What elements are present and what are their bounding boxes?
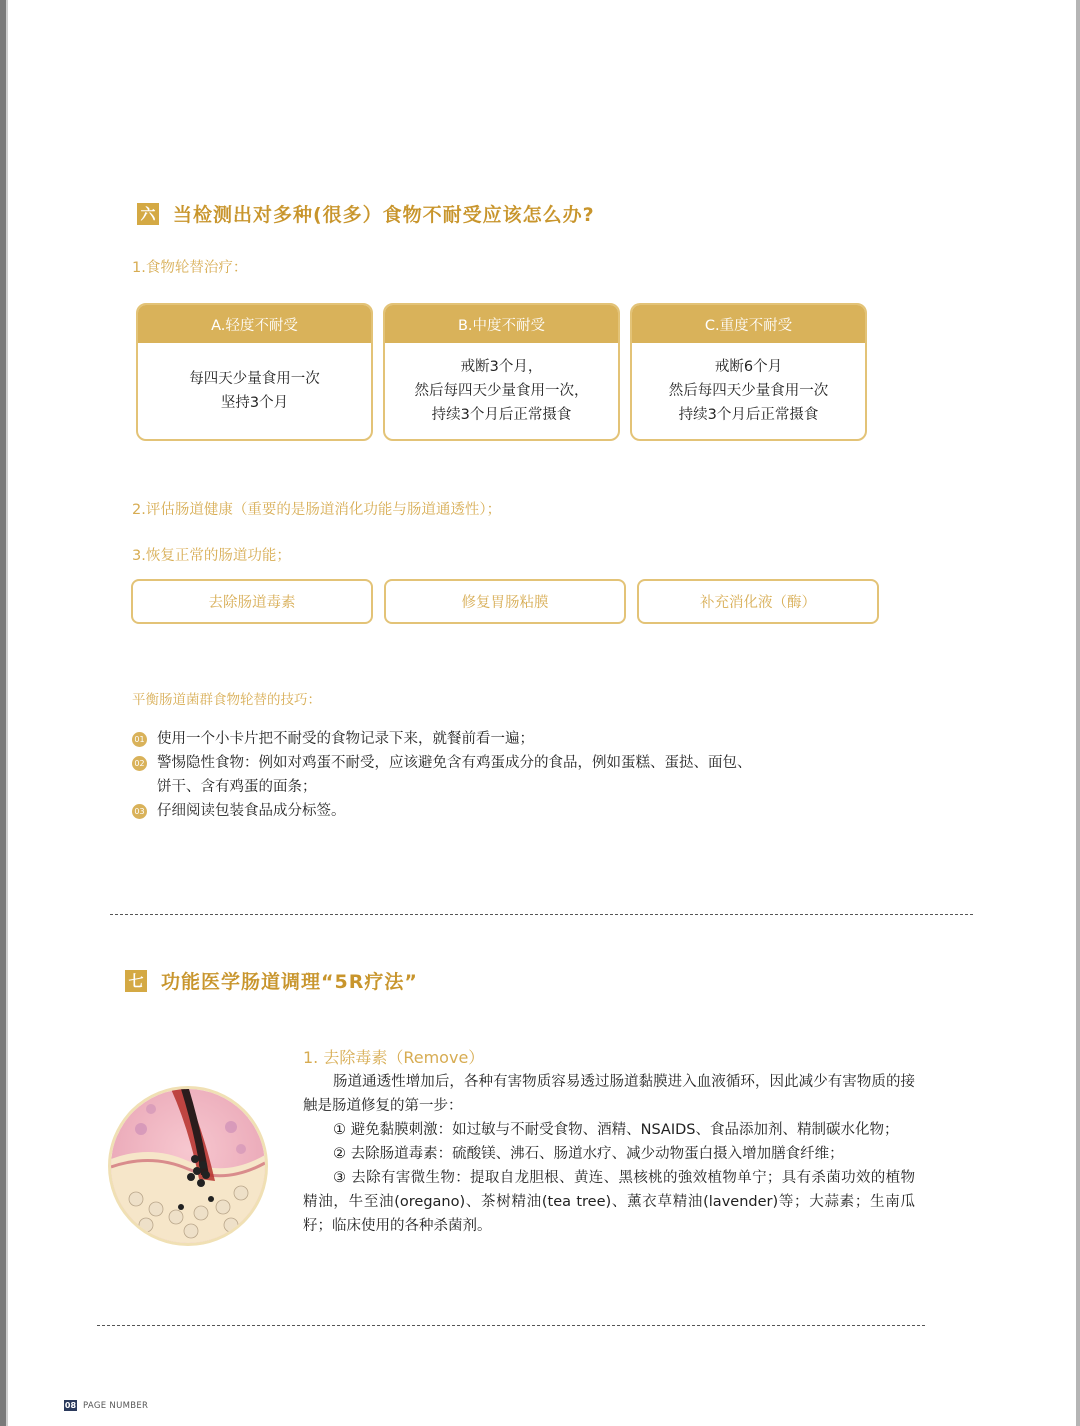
section-7-title: 功能医学肠道调理“5R疗法” [161,971,418,993]
tips-list [132,727,832,823]
step-1-label: 1.食物轮替治疗： [132,260,248,276]
gut-function-pills [131,579,879,624]
section-6-header [137,200,595,227]
card-severe-body [632,343,865,439]
section-7-header [125,967,418,994]
step-2-label: 2.评估肠道健康（重要的是肠道消化功能与肠道通透性）； [132,502,502,518]
section-7-number: 七 [125,970,147,992]
tip-text: 使用一个小卡片把不耐受的食物记录下来，就餐前看一遍； [157,731,534,747]
card-moderate-body [385,343,618,439]
card-line: 戒断6个月 [714,359,783,375]
card-mild [136,303,373,441]
tip-item [132,799,832,823]
pill-digestive-enzymes: 补充消化液（酶） [637,579,879,624]
remove-paragraph: ② 去除肠道毒素：硫酸镁、沸石、肠道水疗、减少动物蛋白摄入增加膳食纤维； [333,1146,844,1162]
tip-number-badge: 03 [132,804,147,819]
tip-item [132,751,832,799]
card-mild-body [138,343,371,439]
tip-item [132,727,832,751]
card-line: 然后每四天少量食用一次 [668,383,829,399]
bottom-divider [97,1325,925,1326]
tip-text: 警惕隐性食物：例如对鸡蛋不耐受，应该避免含有鸡蛋成分的食品，例如蛋糕、蛋挞、面包、 [157,755,752,771]
pill-remove-toxins: 去除肠道毒素 [131,579,373,624]
gut-lining-illustration-svg [111,1089,265,1243]
card-moderate-title: B.中度不耐受 [385,305,618,343]
remove-paragraph: ③ 去除有害微生物：提取自龙胆根、黄连、黑核桃的強效植物单宁；具有杀菌功效的植物精油，牛至油(oregano)、茶树精油(tea tree)、薰衣草精油(lavender)等；大蒜素；生南瓜籽；临床使用的各种杀菌剂。 [303,1170,915,1234]
card-line: 持续3个月后正常摄食 [431,407,572,423]
step-3-label: 3.恢复正常的肠道功能； [132,548,291,564]
tip-number-badge: 01 [132,732,147,747]
gut-lining-illustration [108,1086,268,1246]
rotation-cards [136,303,867,441]
card-line: 坚持3个月 [220,395,289,411]
section-6-title: 当检测出对多种(很多）食物不耐受应该怎么办? [173,204,595,226]
card-severe-title: C.重度不耐受 [632,305,865,343]
page-number-label: PAGE NUMBER [83,1400,149,1411]
page-edge-right [1076,0,1080,1426]
remove-step-title: 1. 去除毒素（Remove） [303,1048,485,1067]
tip-text: 饼干、含有鸡蛋的面条； [157,779,317,795]
card-line: 每四天少量食用一次 [189,371,320,387]
card-moderate [383,303,620,441]
card-line: 然后每四天少量食用一次， [414,383,589,399]
section-divider [110,914,973,915]
tips-title: 平衡肠道菌群食物轮替的技巧： [132,692,321,708]
card-line: 持续3个月后正常摄食 [678,407,819,423]
card-severe [630,303,867,441]
page-edge-left-shadow [6,0,8,1426]
card-line: 戒断3个月， [460,359,543,375]
tip-number-badge: 02 [132,756,147,771]
page-number: 08 [64,1401,77,1410]
remove-paragraph: ① 避免黏膜刺激：如过敏与不耐受食物、酒精、NSAIDS、食品添加剂、精制碳水化物； [333,1122,899,1138]
card-mild-title: A.轻度不耐受 [138,305,371,343]
pill-repair-mucosa: 修复胃肠粘膜 [384,579,626,624]
section-6-number: 六 [137,203,159,225]
page-footer [64,1400,148,1411]
tip-text: 仔细阅读包装食品成分标签。 [157,803,346,819]
remove-step-body [303,1070,915,1238]
remove-paragraph: 肠道通透性增加后，各种有害物质容易透过肠道黏膜进入血液循环，因此减少有害物质的接触是肠道修复的第一步： [303,1074,915,1114]
